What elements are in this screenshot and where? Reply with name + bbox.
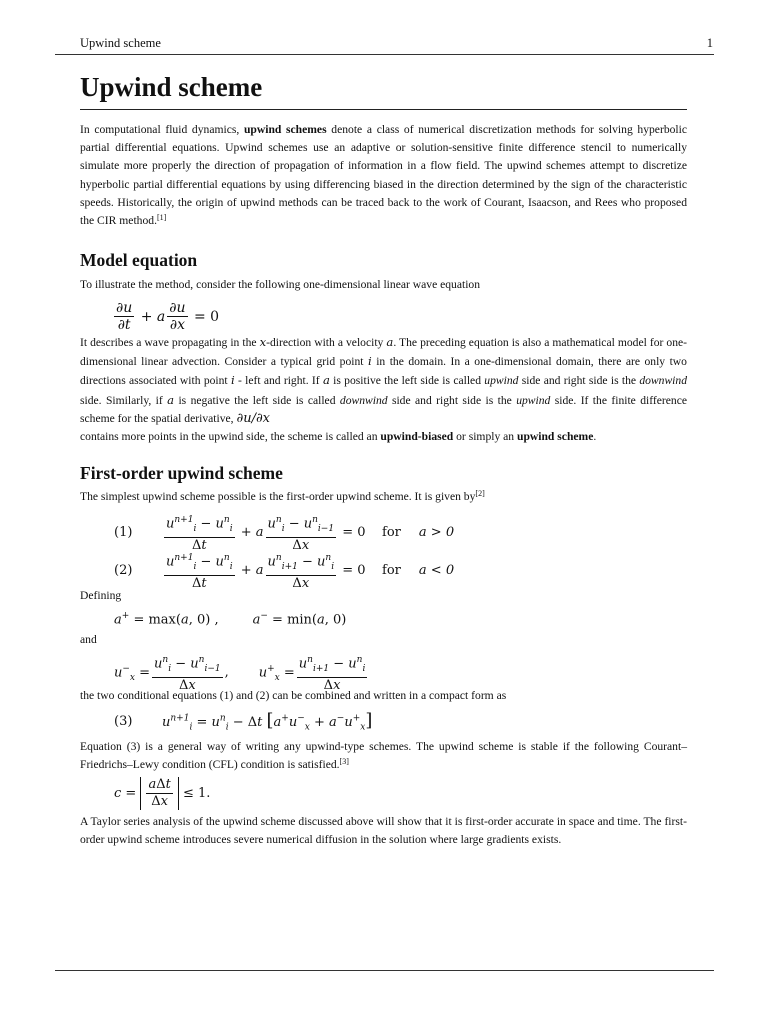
a-plus-minus-definition: a+ = max(a, 0) , a− = min(a, 0) — [114, 611, 347, 628]
equation-1: (1) $\frac{u^{n+1}_i - u^n_i}{\Delta t}$ + a $\frac{u^n_i - u^n_{i-1}}{\Delta x}$ = 0 for a > 0 — [114, 512, 454, 554]
wave-equation: $\frac{\partial u}{\partial t}$ + a $\frac{\partial u}{\partial x}$ = 0 — [116, 300, 220, 333]
section-heading-model-equation: Model equation — [80, 250, 198, 270]
running-header-title: Upwind scheme — [80, 36, 161, 50]
title-rule — [80, 109, 687, 110]
combine-text: the two conditional equations (1) and (2) can be combined and written in a compact form as — [80, 689, 507, 702]
first-order-lead: The simplest upwind scheme possible is the first-order upwind scheme. It is given by[2] — [80, 489, 485, 503]
citation-3[interactable]: [3] — [339, 757, 349, 767]
footer-rule — [55, 970, 714, 971]
model-lead: To illustrate the method, consider the following one-dimensional linear wave equation — [80, 278, 481, 291]
citation-2[interactable]: [2] — [475, 489, 485, 498]
and-label: and — [80, 633, 97, 646]
cfl-condition: c = $\frac{\text{aΔt}}{\Delta x}$ ≤ 1. — [114, 777, 211, 809]
page-number: 1 — [706, 36, 713, 50]
intro-paragraph: In computational fluid dynamics, upwind schemes denote a class of numerical discretization methods for solving hyperbolic partial differential equations. Upwind schemes use an adaptive or solution-sensitive finite difference stencil to numerically simulate more properly the direction of propagation of information in a flow field. The upwind schemes attempt to discretize hyperbolic partial differential equations by using differencing biased in the direction determined by the sign of the characteristic speeds. Historically, the origin of upwind methods can be traced back to the work of Courant, Isaacson, and Rees who proposed the CIR method.[1] — [80, 123, 687, 228]
page-title: Upwind scheme — [80, 72, 263, 102]
section-heading-first-order: First-order upwind scheme — [80, 463, 283, 483]
citation-1[interactable]: [1] — [156, 213, 167, 223]
ux-definition: $u^-_x$ = $\frac{u^n_i - u^n_{i-1}}{\Delta x}$ , $u^+_x$ = $\frac{u^n_{i+1} - u^n_i}{\Delta x}$ — [114, 652, 369, 694]
defining-label: Defining — [80, 589, 122, 602]
header-rule — [55, 54, 714, 55]
model-description: It describes a wave propagating in the x-direction with a velocity a. The preceding equation is also a mathematical model for one-dimensional linear advection. Consider a typical grid point i in the domain. In a one-dimensional domain, there are only two directions associated with point i - left and right. If a is positive the left side is called upwind side and right side is the downwind side. Similarly, if a is negative the left side is called downwind side and right side is the upwind side. If the finite difference scheme for the spatial derivative, ∂u/∂x contains more points in the upwind side, the scheme is called an upwind-biased or simply an upwind scheme. — [80, 335, 687, 444]
equation-3: (3) $u^{n+1}_i = u^n_i - \Delta t$ $[a^+u^-_x + a^-u^+_x]$ — [114, 710, 373, 733]
equation-3-explanation: Equation (3) is a general way of writing any upwind-type schemes. The upwind scheme is stable if the following Courant–Friedrichs–Lewy condition (CFL) condition is satisfied.[3] — [80, 740, 687, 772]
taylor-paragraph: A Taylor series analysis of the upwind scheme discussed above will show that it is first-order accurate in space and time. The first-order upwind scheme introduces severe numerical diffusion in the solution where large gradients exists. — [80, 815, 687, 847]
equation-2: (2) $\frac{u^{n+1}_i - u^n_i}{\Delta t}$ + a $\frac{u^n_{i+1} - u^n_i}{\Delta x}$ = 0 for a < 0 — [114, 550, 454, 592]
